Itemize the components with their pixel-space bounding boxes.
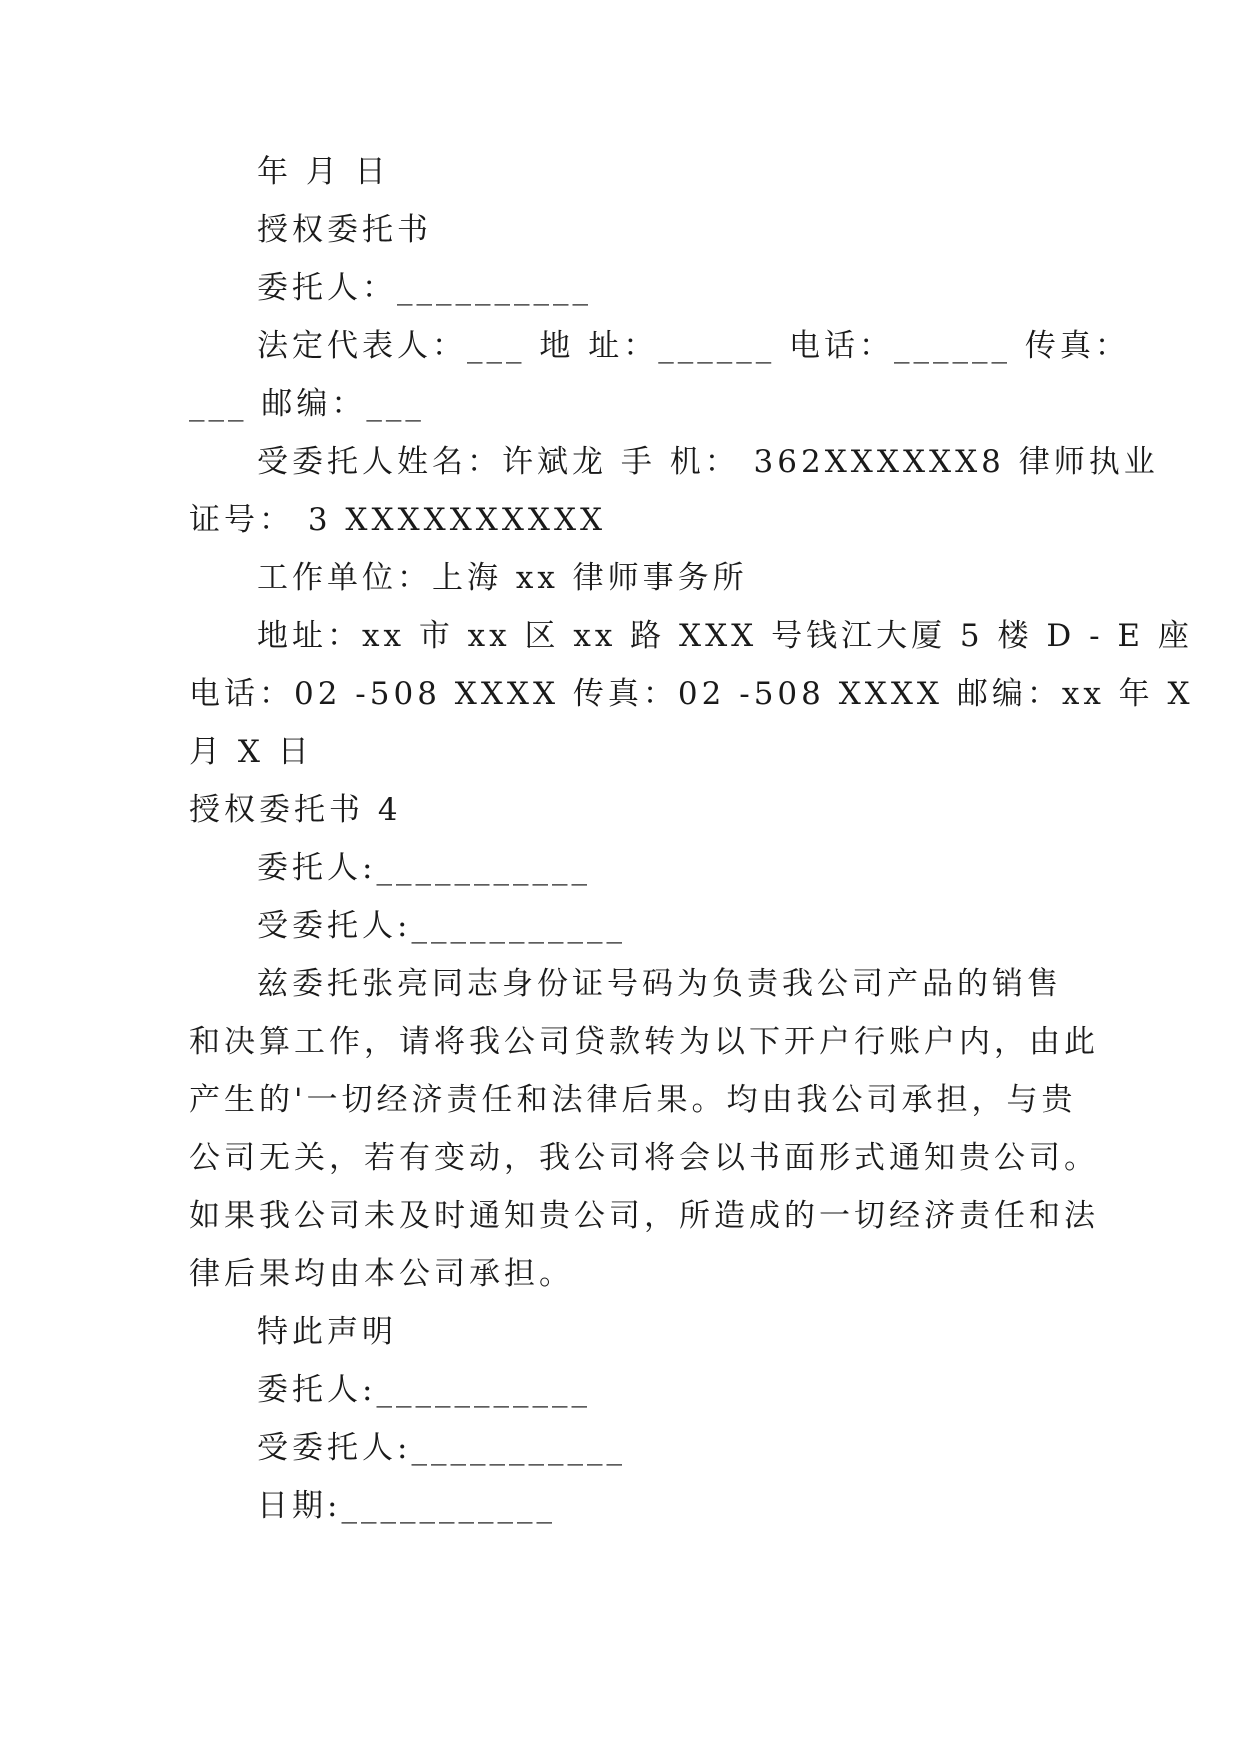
heading-authorization-letter: 授权委托书 xyxy=(257,212,432,248)
body-paragraph-line-2: 和决算工作，请将我公司贷款转为以下开户行账户内，由此 xyxy=(189,1024,1099,1060)
body-paragraph-line-5: 如果我公司未及时通知贵公司，所造成的一切经济责任和法 xyxy=(189,1198,1099,1234)
principal-field: 委托人：__________ xyxy=(257,270,592,306)
agent-name-line: 受委托人姓名：许斌龙 手 机： 362XXXXXX8 律师执业 xyxy=(257,444,1159,480)
body-paragraph-line-6: 律后果均由本公司承担。 xyxy=(189,1256,574,1292)
body-paragraph-line-3: 产生的'一切经济责任和法律后果。均由我公司承担，与贵 xyxy=(189,1082,1077,1118)
declaration-heading: 特此声明 xyxy=(257,1314,397,1350)
body-paragraph-line-4: 公司无关，若有变动，我公司将会以书面形式通知贵公司。 xyxy=(189,1140,1099,1176)
date-blank: 日期:___________ xyxy=(257,1488,556,1524)
agent-blank: 受委托人:___________ xyxy=(257,908,626,944)
legal-rep-line: 法定代表人：___ 地 址：______ 电话：______ 传真： xyxy=(257,328,1130,364)
date-end-line: 月 X 日 xyxy=(189,734,313,770)
date-line: 年 月 日 xyxy=(257,154,390,190)
workplace-line: 工作单位：上海 xx 律师事务所 xyxy=(257,560,748,596)
postcode-line: ___ 邮编：___ xyxy=(189,386,425,422)
heading-authorization-letter-4: 授权委托书 4 xyxy=(189,792,402,828)
agent-signature-blank: 受委托人:___________ xyxy=(257,1430,626,1466)
license-number-line: 证号： 3 XXXXXXXXXX xyxy=(189,502,607,538)
address-line: 地址：xx 市 xx 区 xx 路 XXX 号钱江大厦 5 楼 D - E 座 xyxy=(257,618,1193,654)
principal-signature-blank: 委托人:___________ xyxy=(257,1372,591,1408)
body-paragraph-line-1: 兹委托张亮同志身份证号码为负责我公司产品的销售 xyxy=(257,966,1062,1002)
principal-blank: 委托人:___________ xyxy=(257,850,591,886)
contact-line: 电话：02 -508 XXXX 传真：02 -508 XXXX 邮编：xx 年 X xyxy=(189,676,1194,712)
